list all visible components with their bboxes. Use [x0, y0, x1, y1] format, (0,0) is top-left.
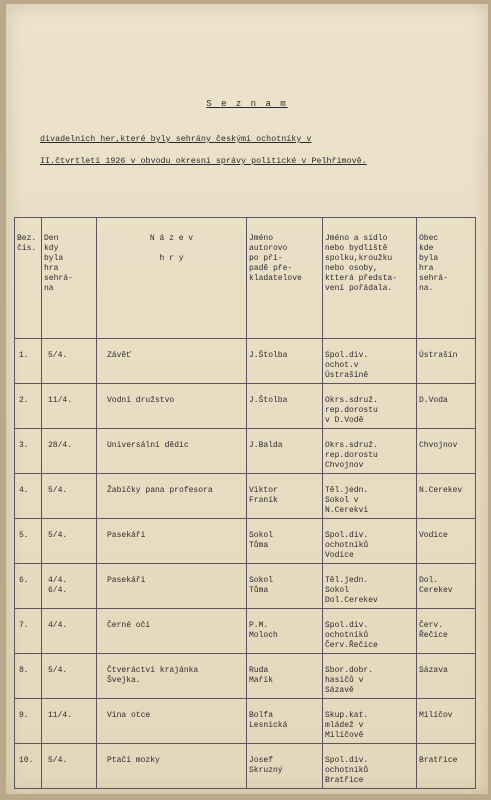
cell-author: J.Balda	[247, 429, 323, 474]
cell-number: 2.	[15, 384, 42, 429]
cell-author: Ruda Mařík	[247, 654, 323, 699]
cell-date: 4/4.	[42, 609, 97, 654]
cell-number: 7.	[15, 609, 42, 654]
header-municipality: Obec kde byla hra sehrá- na.	[417, 218, 476, 339]
table-row	[15, 519, 476, 564]
cell-play-title: Žabičky pana profesora	[97, 474, 247, 519]
cell-organizer: Těl.jedn. Sokol Dol.Cerekev	[323, 564, 417, 609]
table-row	[15, 654, 476, 699]
cell-author: Sokol Tůma	[247, 519, 323, 564]
cell-municipality: D.Voda	[417, 384, 476, 429]
cell-play-title: Závěť	[97, 339, 247, 384]
table-row	[15, 744, 476, 789]
cell-municipality: Sázava	[417, 654, 476, 699]
cell-author: J.Štolba	[247, 339, 323, 384]
cell-date: 5/4.	[42, 744, 97, 789]
cell-number: 5.	[15, 519, 42, 564]
cell-organizer: Okrs.sdruž. rep.dorostu v D.Vodě	[323, 384, 417, 429]
cell-date: 5/4.	[42, 474, 97, 519]
cell-municipality: Vodice	[417, 519, 476, 564]
cell-date: 11/4.	[42, 384, 97, 429]
cell-author: P.M. Moloch	[247, 609, 323, 654]
cell-date: 5/4.	[42, 339, 97, 384]
cell-date: 5/4.	[42, 519, 97, 564]
cell-municipality: N.Cerekev	[417, 474, 476, 519]
document-page	[6, 4, 488, 794]
cell-number: 1.	[15, 339, 42, 384]
document-subtitle-line1: divadelních her,které byly sehrány českými ochotníky v	[40, 134, 312, 144]
cell-date: 5/4.	[42, 654, 97, 699]
cell-author: J.Štolba	[247, 384, 323, 429]
cell-number: 8.	[15, 654, 42, 699]
cell-play-title: Vina otce	[97, 699, 247, 744]
plays-table	[14, 217, 476, 789]
cell-organizer: Sbor.dobr. hasičů v Sázavě	[323, 654, 417, 699]
cell-municipality: Milíčov	[417, 699, 476, 744]
cell-author: Sokol Tůma	[247, 564, 323, 609]
cell-date: 4/4. 6/4.	[42, 564, 97, 609]
cell-play-title: Vodní družstvo	[97, 384, 247, 429]
header-author: Jméno autorovo po pří- padě pře- kladatelove	[247, 218, 323, 339]
cell-municipality: Červ. Řečice	[417, 609, 476, 654]
cell-author: Josef Skruzný	[247, 744, 323, 789]
cell-number: 10.	[15, 744, 42, 789]
cell-organizer: Spol.div. ochotníků Bratřice	[323, 744, 417, 789]
table-row	[15, 609, 476, 654]
cell-organizer: Těl.jedn. Sokol v N.Cerekvi	[323, 474, 417, 519]
cell-organizer: Spol.div. ochot.v Ústrašíně	[323, 339, 417, 384]
cell-date: 28/4.	[42, 429, 97, 474]
table-row	[15, 429, 476, 474]
document-subtitle-line2: II.čtvrtletí 1926 v obvodu okresní správy politické v Pelhřimově.	[40, 156, 367, 166]
table-header-row	[15, 218, 476, 339]
table-row	[15, 339, 476, 384]
cell-organizer: Okrs.sdruž. rep.dorostu Chvojnov	[323, 429, 417, 474]
cell-author: Viktor Franík	[247, 474, 323, 519]
table-row	[15, 564, 476, 609]
cell-organizer: Spol.div. ochotníků Červ.Řečice	[323, 609, 417, 654]
cell-organizer: Skup.kat. mládež v Milíčově	[323, 699, 417, 744]
cell-date: 11/4.	[42, 699, 97, 744]
header-play-title: N á z e v h r y	[97, 218, 247, 339]
cell-play-title: Pasekáři	[97, 564, 247, 609]
cell-number: 4.	[15, 474, 42, 519]
cell-play-title: Pasekáři	[97, 519, 247, 564]
document-title: S e z n a m	[206, 99, 288, 109]
cell-organizer: Spol.div. ochotníků Vodice	[323, 519, 417, 564]
cell-play-title: Universální dědic	[97, 429, 247, 474]
header-number: Bez. čís.	[15, 218, 42, 339]
cell-play-title: Ptačí mozky	[97, 744, 247, 789]
table-row	[15, 384, 476, 429]
cell-municipality: Bratřice	[417, 744, 476, 789]
cell-author: Bolfa Lesnická	[247, 699, 323, 744]
cell-number: 3.	[15, 429, 42, 474]
cell-number: 6.	[15, 564, 42, 609]
table-row	[15, 474, 476, 519]
cell-municipality: Ústrašín	[417, 339, 476, 384]
table-row	[15, 699, 476, 744]
cell-municipality: Chvojnov	[417, 429, 476, 474]
cell-number: 9.	[15, 699, 42, 744]
cell-play-title: Čtveráctví krajánka Švejka.	[97, 654, 247, 699]
header-date: Den kdy byla hra sehrá- na	[42, 218, 97, 339]
header-organizer: Jméno a sídlo nebo bydliště spolku,kroužku nebo osoby, ktterá předsta- vení pořádala.	[323, 218, 417, 339]
cell-play-title: Černé oči	[97, 609, 247, 654]
cell-municipality: Dol. Cerekev	[417, 564, 476, 609]
